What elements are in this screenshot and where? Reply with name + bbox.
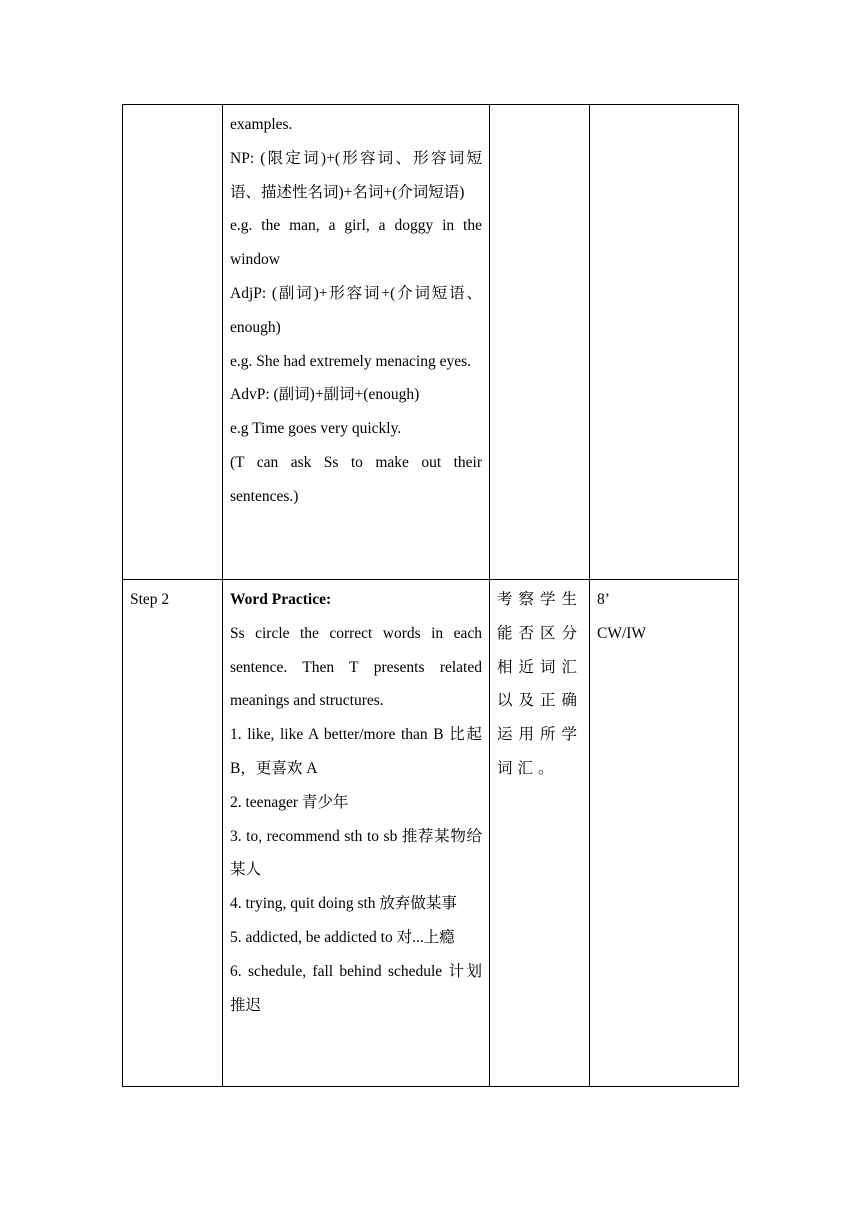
content-line: AdjP: (副词)+形容词+(介词短语、enough) [230,284,482,336]
section-heading: Word Practice: [230,591,332,608]
content-line: examples. [230,116,293,133]
table-row [123,580,739,1087]
intro-text: Ss circle the correct words in each sentence. Then T presents related meanings and structures. [230,624,482,710]
content-line: e.g. She had extremely menacing eyes. [230,352,472,370]
time-cell [590,580,739,1087]
table-row [123,105,739,580]
step-cell [123,580,223,1087]
lesson-plan-table [122,104,739,1087]
content-line: e.g Time goes very quickly. [230,420,402,438]
content-line: (T can ask Ss to make out their sentences.) [230,453,482,505]
time-cell [590,105,739,580]
purpose-cell [490,105,590,580]
list-item: 1. like, like A better/more than B 比起 B，更喜欢 A [230,726,482,777]
list-item: 2. teenager 青少年 [230,793,349,811]
time-text: 8’ [597,591,610,608]
purpose-cell [490,580,590,1087]
content-line: e.g. the man, a girl, a doggy in the window [230,217,482,269]
content-line: AdvP: (副词)+副词+(enough) [230,386,420,404]
content-line: NP: (限定词)+(形容词、形容词短语、描述性名词)+名词+(介词短语) [230,149,482,201]
step-cell [123,105,223,580]
mode-text: CW/IW [597,624,647,642]
step-label: Step 2 [130,591,170,608]
content-cell [223,105,490,580]
list-item: 5. addicted, be addicted to 对...上瘾 [230,928,455,946]
list-item: 6. schedule, fall behind schedule 计划推迟 [230,962,482,1014]
list-item: 3. to, recommend sth to sb 推荐某物给某人 [230,827,482,879]
purpose-text: 考察学生能否区分相近词汇以及正确运用所学词汇。 [497,591,582,777]
list-item: 4. trying, quit doing sth 放弃做某事 [230,895,457,913]
content-cell [223,580,490,1087]
